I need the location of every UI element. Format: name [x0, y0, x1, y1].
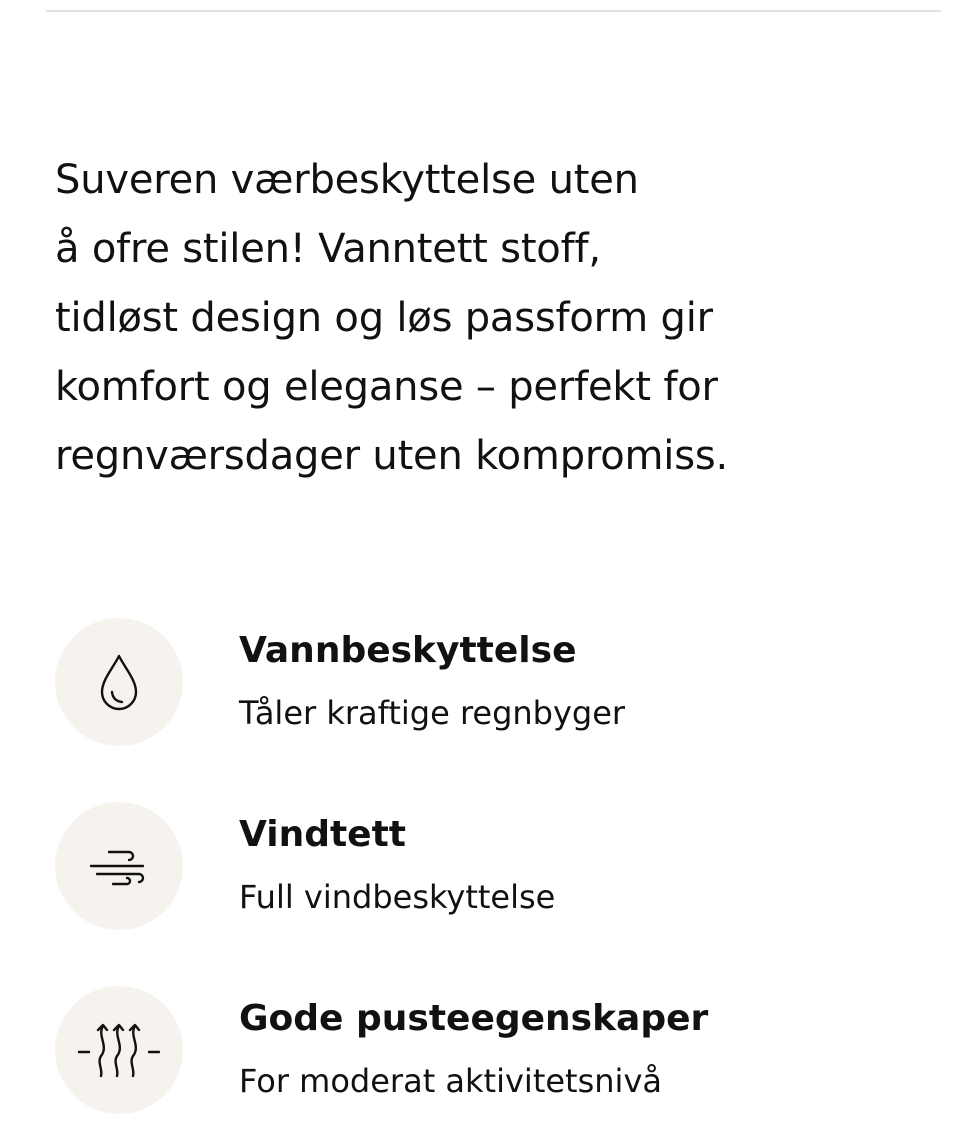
description-line: komfort og eleganse – perfekt for: [55, 364, 718, 410]
top-divider: [46, 10, 941, 12]
product-description: [55, 146, 915, 491]
feature-title: Vindtett: [239, 814, 407, 855]
feature-icon-circle: [55, 802, 183, 930]
description-line: tidløst design og løs passform gir: [55, 295, 713, 341]
water-drop-icon: [97, 652, 141, 712]
feature-title: Gode pusteegenskaper: [239, 998, 709, 1039]
wind-icon: [87, 840, 151, 892]
feature-icon-circle: [55, 618, 183, 746]
feature-subtitle: Tåler kraftige regnbyger: [239, 694, 626, 732]
feature-icon-circle: [55, 986, 183, 1114]
feature-subtitle: For moderat aktivitetsnivå: [239, 1062, 662, 1100]
description-line: å ofre stilen! Vanntett stoff,: [55, 226, 601, 272]
feature-subtitle: Full vindbeskyttelse: [239, 878, 556, 916]
feature-windproof: [55, 802, 935, 932]
feature-water-protection: [55, 618, 935, 748]
feature-breathability: [55, 986, 935, 1116]
description-line: regnværsdager uten kompromiss.: [55, 433, 729, 479]
description-line: Suveren værbeskyttelse uten: [55, 157, 639, 203]
breathable-arrows-icon: [75, 1018, 163, 1082]
feature-title: Vannbeskyttelse: [239, 630, 577, 671]
